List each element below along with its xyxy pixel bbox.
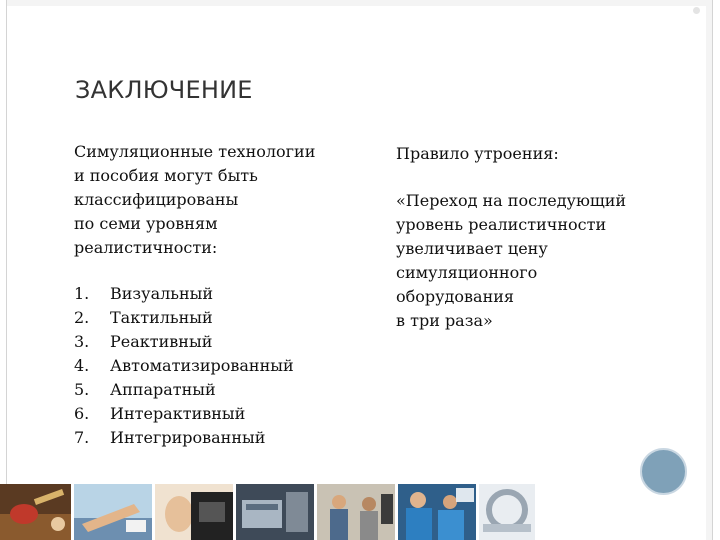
slide-frame-top [6, 0, 713, 6]
list-number: 2. [74, 308, 90, 327]
list-label: Визуальный [110, 284, 214, 303]
simulation-photo-strip [0, 484, 536, 540]
slide-frame-right [712, 0, 713, 540]
intro-line: и пособия могут быть [74, 166, 258, 185]
list-number: 5. [74, 380, 90, 399]
list-label: Тактильный [110, 308, 213, 327]
intro-line: Симуляционные технологии [74, 142, 316, 161]
list-item [74, 306, 294, 330]
list-item [74, 402, 294, 426]
list-item [74, 426, 294, 450]
scanner-photo [479, 484, 535, 540]
training-room-photo [317, 484, 395, 540]
decorative-dot [693, 7, 700, 14]
list-number: 6. [74, 404, 90, 423]
equipment-photo [236, 484, 314, 540]
list-number: 4. [74, 356, 90, 375]
list-number: 7. [74, 428, 90, 447]
intro-line: реалистичности: [74, 238, 218, 257]
realism-levels-list [74, 282, 294, 450]
intro-line: по семи уровням [74, 214, 218, 233]
rule-title: Правило утроения: [396, 144, 559, 163]
list-number: 3. [74, 332, 90, 351]
quote-line: «Переход на последующий [396, 191, 627, 210]
intro-line: классифицированы [74, 190, 239, 209]
list-number: 1. [74, 284, 90, 303]
arm-trainer-photo [74, 484, 152, 540]
anatomy-model-photo [0, 484, 71, 540]
list-label: Аппаратный [110, 380, 216, 399]
quote-line: в три раза» [396, 311, 493, 330]
quote-line: симуляционного [396, 263, 538, 282]
list-label: Интегрированный [110, 428, 266, 447]
slide-title: ЗАКЛЮЧЕНИЕ [75, 76, 253, 104]
surgeons-photo [398, 484, 476, 540]
quote-line: увеличивает цену [396, 239, 548, 258]
list-item [74, 282, 294, 306]
tripling-rule-block [396, 142, 696, 333]
list-item [74, 330, 294, 354]
decorative-circle [640, 448, 687, 495]
list-label: Реактивный [110, 332, 213, 351]
manikin-head-photo [155, 484, 233, 540]
list-item [74, 354, 294, 378]
quote-line: оборудования [396, 287, 515, 306]
quote-line: уровень реалистичности [396, 215, 607, 234]
left-intro-text [74, 140, 374, 260]
list-label: Интерактивный [110, 404, 246, 423]
list-label: Автоматизированный [110, 356, 294, 375]
list-item [74, 378, 294, 402]
slide-frame-left [6, 0, 7, 540]
